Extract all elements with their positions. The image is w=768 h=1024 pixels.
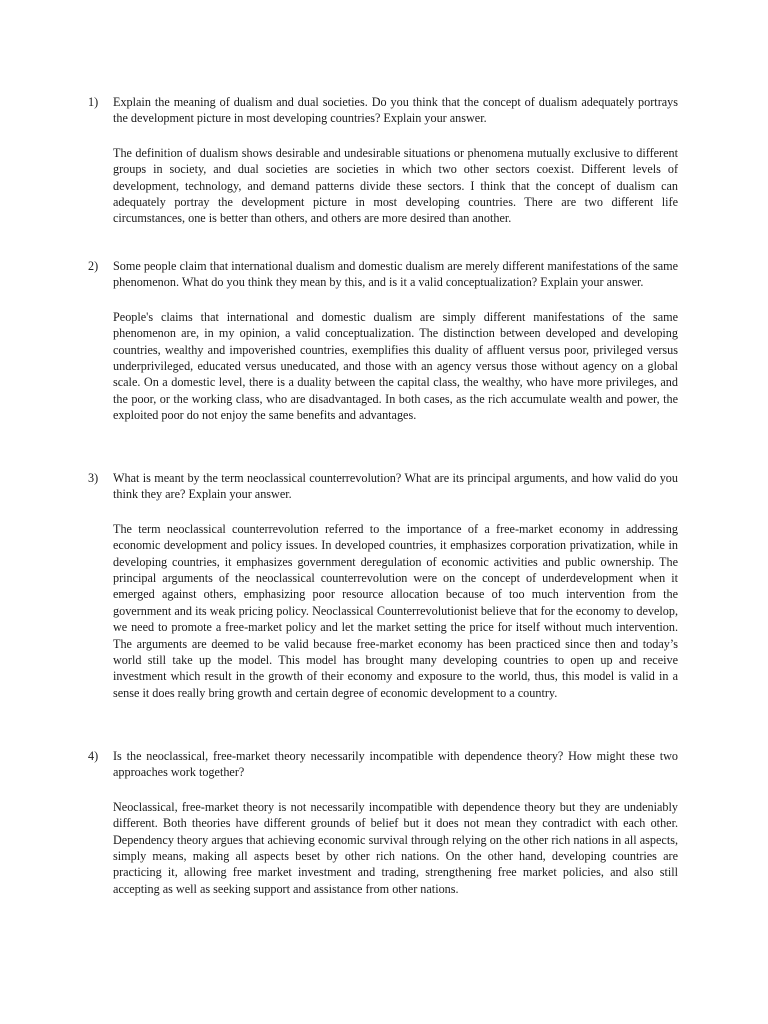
answer-text: The definition of dualism shows desirable and undesirable situations or phenomena mutually exclusive to different groups in society, and dual societies are societies in which two other sectors coexist. Different levels of development, technology, and demand patterns divide these sectors. I think that the concept of dualism can adequately portray the development picture in most developing countries. There are two different life circumstances, one is better than others, and others are more desired than another. bbox=[113, 145, 678, 226]
item-number: 2) bbox=[88, 259, 99, 273]
question-item-2 bbox=[88, 258, 678, 424]
item-number: 3) bbox=[88, 471, 99, 485]
item-number: 1) bbox=[88, 95, 99, 109]
answer-text: Neoclassical, free-market theory is not necessarily incompatible with dependence theory but they are undeniably different. Both theories have different grounds of belief but it does not mean they contradict with each other. Dependency theory argues that achieving economic survival through relying on the other rich nations in all aspects, simply means, making all aspects beset by other rich nations. On the other hand, developing countries are practicing it, allowing free market investment and trading, strengthening free market policies, and also still accepting as well as seeking support and assistance from other nations. bbox=[113, 799, 678, 896]
question-text: Some people claim that international dualism and domestic dualism are merely different manifestations of the same phenomenon. What do you think they mean by this, and is it a valid conceptualization? Explain your answer. bbox=[113, 259, 678, 290]
answer-text: The term neoclassical counterrevolution referred to the importance of a free-market economy in addressing economic development and policy issues. In developed countries, it emphasizes corporation privatization, while in developing countries, it emphasizes government deregulation of economic activities and public ownership. The principal arguments of the neoclassical counterrevolution were on the concept of underdevelopment when it emerged against others, emphasizing poor resource allocation because of too much intervention from the government and its weak pricing policy. Neoclassical Counterrevolutionist believe that for the economy to develop, we need to promote a free-market policy and let the market setting the price for itself without much intervention. The arguments are deemed to be valid because free-market economy has been practiced since then and today’s world still take up the model. This model has brought many developing countries to open up and receive investment which result in the growth of their economy and exposure to the world, thus, this model is valid in a sense it does really bring growth and certain degree of economic development to a country. bbox=[113, 521, 678, 700]
question-text: Explain the meaning of dualism and dual societies. Do you think that the concept of dualism adequately portrays the development picture in most developing countries? Explain your answer. bbox=[113, 95, 678, 126]
item-number: 4) bbox=[88, 749, 99, 763]
answer-text: People's claims that international and domestic dualism are simply different manifestations of the same phenomenon are, in my opinion, a valid conceptualization. The distinction between developed and developing countries, wealthy and impoverished countries, exemplifies this duality of affluent versus poor, privileged versus underprivileged, educated versus uneducated, and those with an agency versus those without agency on a global scale. On a domestic level, there is a duality between the capital class, the wealthy, who have more privileges, and the poor, or the working class, who are disadvantaged. In both cases, as the rich accumulate wealth and power, the exploited poor do not enjoy the same benefits and advantages. bbox=[113, 309, 678, 423]
question-text: What is meant by the term neoclassical counterrevolution? What are its principal arguments, and how valid do you think they are? Explain your answer. bbox=[113, 471, 678, 502]
question-item-3 bbox=[88, 470, 678, 701]
question-item-1 bbox=[88, 94, 678, 227]
question-text: Is the neoclassical, free-market theory necessarily incompatible with dependence theory? How might these two approaches work together? bbox=[113, 749, 678, 780]
question-item-4 bbox=[88, 748, 678, 897]
